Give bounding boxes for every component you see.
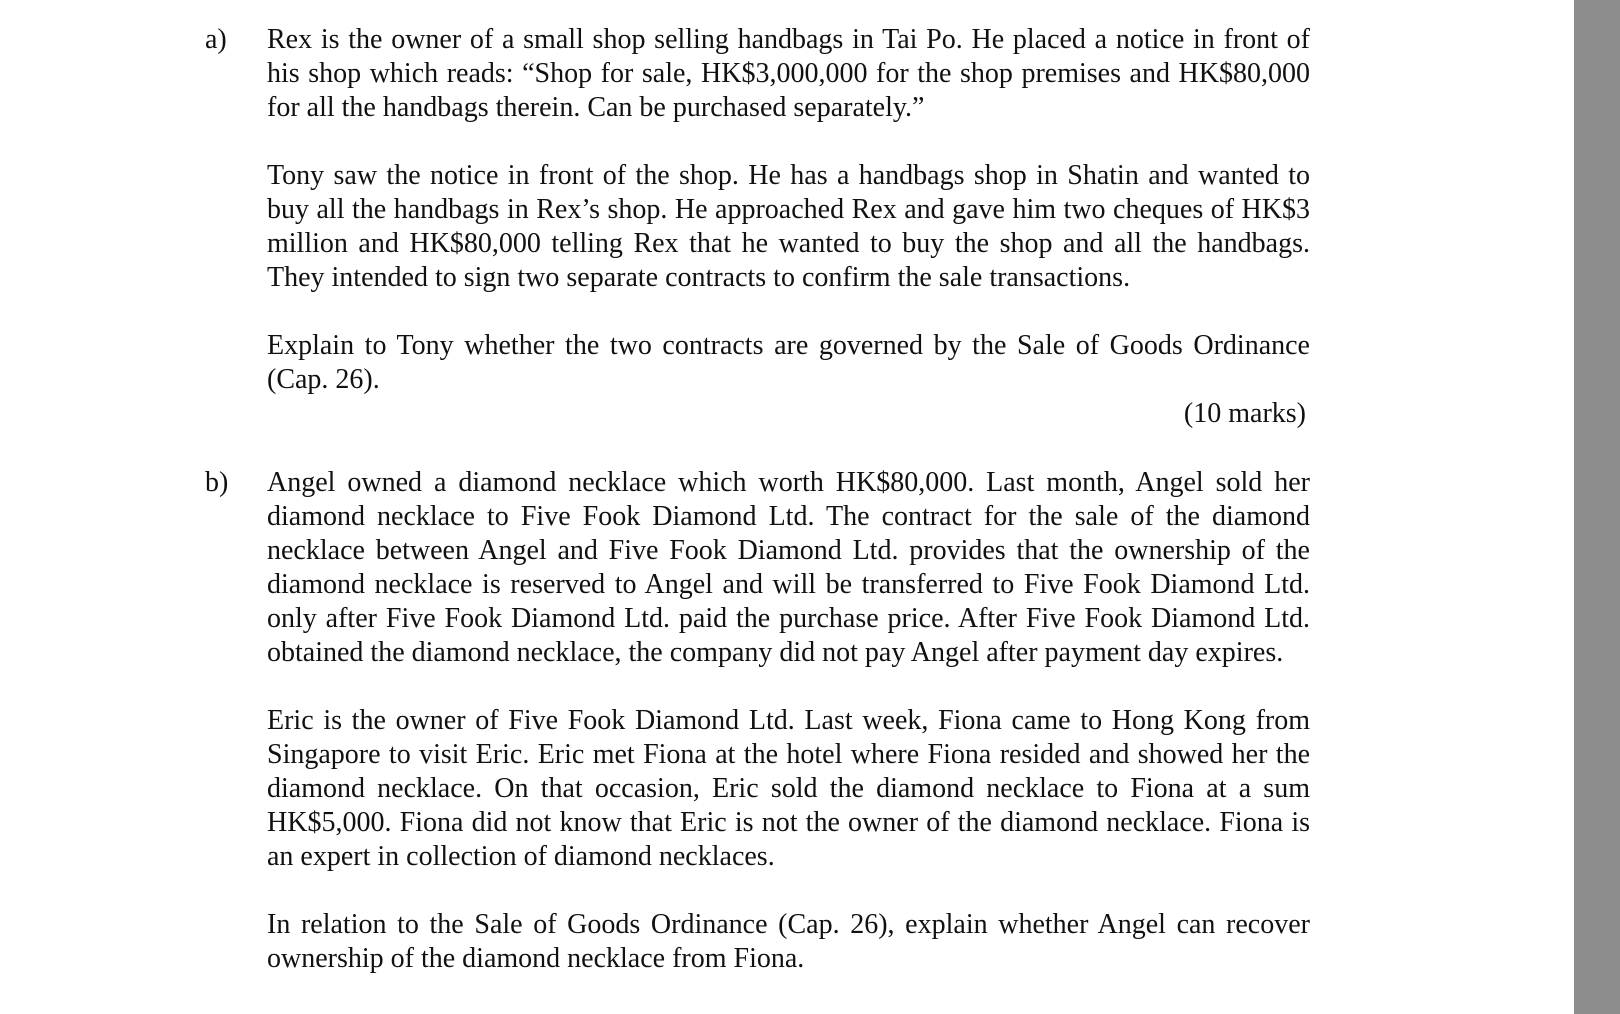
question-body bbox=[267, 466, 1310, 976]
scrollbar[interactable] bbox=[1574, 0, 1620, 1014]
question-paragraph: Tony saw the notice in front of the shop. He has a handbags shop in Shatin and wanted to buy all the handbags in Rex’s shop. He approached Rex and gave him two cheques of HK$3 million and HK$80,000 telling Rex that he wanted to buy the shop and all the handbags. They intended to sign two separate contracts to confirm the sale transactions. bbox=[267, 160, 1310, 293]
question-paragraph: Rex is the owner of a small shop selling handbags in Tai Po. He placed a notice in front of his shop which reads: “Shop for sale, HK$3,000,000 for the shop premises and HK$80,000 for all the handbags therein. Can be purchased separately.” bbox=[267, 24, 1310, 123]
question-paragraph: In relation to the Sale of Goods Ordinance (Cap. 26), explain whether Angel can recover ownership of the diamond necklace from Fiona. bbox=[267, 909, 1310, 974]
question-paragraph: Angel owned a diamond necklace which worth HK$80,000. Last month, Angel sold her diamond necklace to Five Fook Diamond Ltd. The contract for the sale of the diamond necklace between Angel and Five Fook Diamond Ltd. provides that the ownership of the diamond necklace is reserved to Angel and will be transferred to Five Fook Diamond Ltd. only after Five Fook Diamond Ltd. paid the purchase price. After Five Fook Diamond Ltd. obtained the diamond necklace, the company did not pay Angel after payment day expires. bbox=[267, 467, 1310, 668]
question-paragraph: Eric is the owner of Five Fook Diamond Ltd. Last week, Fiona came to Hong Kong from Singapore to visit Eric. Eric met Fiona at the hotel where Fiona resided and showed her the diamond necklace. On that occasion, Eric sold the diamond necklace to Fiona at a sum HK$5,000. Fiona did not know that Eric is not the owner of the diamond necklace. Fiona is an expert in collection of diamond necklaces. bbox=[267, 705, 1310, 872]
question-body bbox=[267, 23, 1310, 431]
marks-label: (10 marks) bbox=[1183, 398, 1306, 429]
question-label: b) bbox=[205, 467, 229, 498]
question-label: a) bbox=[205, 24, 227, 55]
question-paragraph: Explain to Tony whether the two contracts are governed by the Sale of Goods Ordinance (Cap. 26). bbox=[267, 330, 1310, 395]
